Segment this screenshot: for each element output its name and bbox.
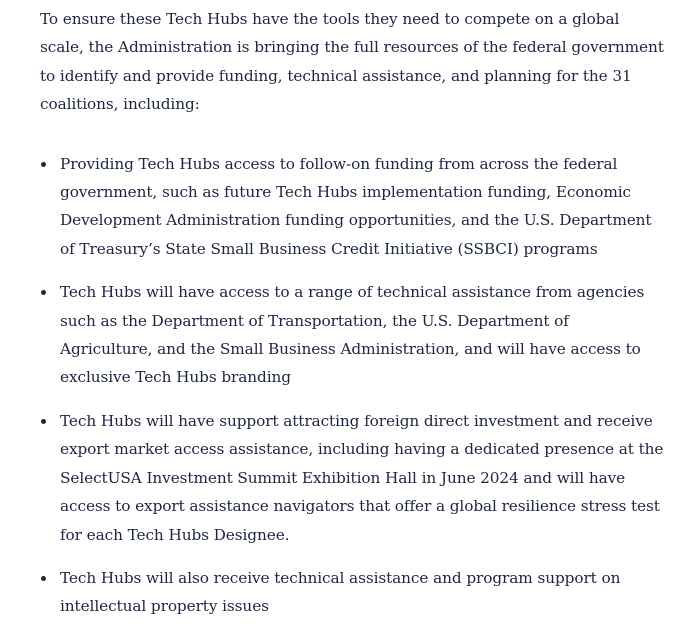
list-item: [40, 278, 665, 392]
bullet-icon: [41, 162, 46, 167]
list-item-text: Tech Hubs will have support attracting foreign direct investment and receive export market access assistance, including having a dedicated presence at the SelectUSA Investment Summit Exhibition Hall in June 2024 and will have access to export assistance navigators that offer a global resilience stress test for each Tech Hubs Designee.: [60, 411, 664, 544]
list-item-text: Tech Hubs will have access to a range of technical assistance from agencies such as the Department of Transportation, the U.S. Department of Agriculture, and the Small Business Administration, and will have access to exclusive Tech Hubs branding: [60, 283, 645, 387]
list-item: [40, 150, 665, 264]
list-item: [40, 564, 665, 621]
bullet-icon: [41, 419, 46, 424]
article-body: [40, 5, 665, 636]
bullet-icon: [41, 576, 46, 581]
bullet-icon: [41, 290, 46, 295]
bullet-list: [40, 150, 665, 621]
list-item: [40, 407, 665, 549]
list-item-text: Providing Tech Hubs access to follow-on funding from across the federal government, such as future Tech Hubs implementation funding, Economic Development Administration funding opportunities, and the U.S. Department of Treasury’s State Small Business Credit Initiative (SSBCI) programs: [60, 154, 652, 258]
intro-paragraph: To ensure these Tech Hubs have the tools they need to compete on a global scale, the Administration is bringing the full resources of the federal government to identify and provide funding, technical assistance, and planning for the 31 coalitions, including:: [40, 10, 664, 114]
list-item-text: Tech Hubs will also receive technical assistance and program support on intellectual property issues: [60, 568, 621, 616]
